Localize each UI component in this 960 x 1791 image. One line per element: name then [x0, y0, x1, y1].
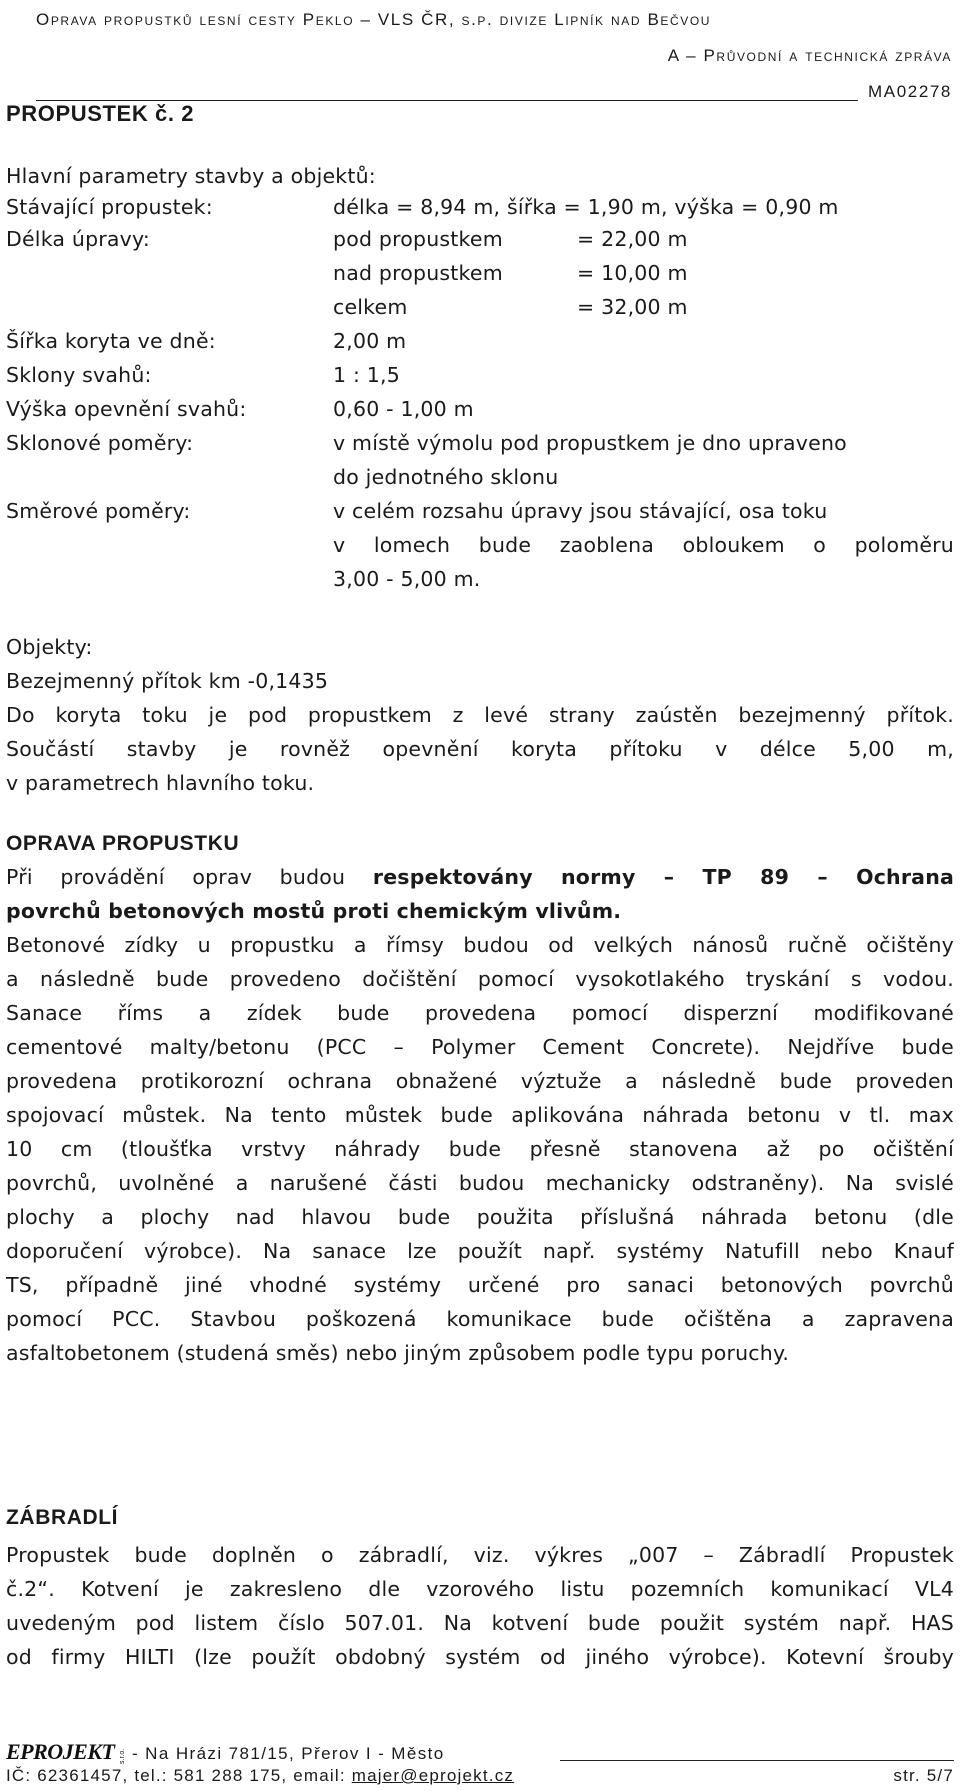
- footer-ico-tel: IČ: 62361457, tel.: 581 288 175, email:: [6, 1766, 346, 1785]
- param-label: Šířka koryta ve dně:: [6, 329, 216, 353]
- footer-page-number: str. 5/7: [893, 1766, 954, 1785]
- section-title: PROPUSTEK č. 2: [6, 101, 195, 126]
- param-sub-label: nad propustkem: [333, 261, 503, 285]
- param-value: 2,00 m: [333, 329, 407, 353]
- paragraph-line-bold: povrchů betonových mostů proti chemickým vlivům.: [6, 899, 622, 923]
- footer-rule: [560, 1760, 954, 1761]
- paragraph-line: Betonové zídky u propustku a římsy budou od velkých nánosů ručně očištěny: [6, 933, 954, 957]
- param-value: délka = 8,94 m, šířka = 1,90 m, výška = 0,90 m: [333, 195, 839, 219]
- footer-email-link[interactable]: majer@eprojekt.cz: [351, 1766, 515, 1785]
- param-sub-label: pod propustkem: [333, 227, 503, 251]
- paragraph-line: doporučení výrobce). Na sanace lze použít např. systémy Natufill nebo Knauf: [6, 1239, 954, 1263]
- paragraph-line: TS, případně jiné vhodné systémy určené pro sanaci betonových povrchů: [6, 1273, 954, 1297]
- footer-contact: [6, 1766, 514, 1786]
- param-sub-label: celkem: [333, 295, 408, 319]
- objekty-paragraph: [6, 698, 954, 800]
- oprava-heading: OPRAVA PROPUSTKU: [6, 832, 240, 855]
- text-normal: Při provádění oprav budou: [6, 865, 346, 889]
- paragraph-line: uvedeným pod listem číslo 507.01. Na kotvení bude použit systém např. HAS: [6, 1611, 954, 1635]
- paragraph-line-mixed: [6, 860, 954, 894]
- paragraph-line: od firmy HILTI (lze použít obdobný systém od jiného výrobce). Kotevní šrouby: [6, 1645, 954, 1669]
- paragraph-line: provedena protikorozní ochrana obnažené výztuže a následně bude proveden: [6, 1069, 954, 1093]
- param-value: = 22,00 m: [577, 227, 688, 251]
- param-label: Sklony svahů:: [6, 363, 152, 387]
- paragraph-line: plochy a plochy nad hlavou bude použita příslušná náhrada betonu (dle: [6, 1205, 954, 1229]
- footer-address: - Na Hrázi 781/15, Přerov I - Město: [132, 1744, 445, 1763]
- param-value: v celém rozsahu úpravy jsou stávající, osa toku: [333, 499, 828, 523]
- paragraph-line: Sanace říms a zídek bude provedena pomocí disperzní modifikované: [6, 1001, 954, 1025]
- paragraph-line: spojovací můstek. Na tento můstek bude aplikována náhrada betonu v tl. max: [6, 1103, 954, 1127]
- paragraph-line: asfaltobetonem (studená směs) nebo jiným způsobem podle typu poruchy.: [6, 1341, 790, 1365]
- param-value: 0,60 - 1,00 m: [333, 397, 474, 421]
- param-value: = 10,00 m: [577, 261, 688, 285]
- paragraph-line: v parametrech hlavního toku.: [6, 771, 315, 795]
- header-code: MA02278: [868, 82, 952, 101]
- param-value: do jednotného sklonu: [333, 465, 559, 489]
- param-value: = 32,00 m: [577, 295, 688, 319]
- text-bold: respektovány normy – TP 89 – Ochrana: [372, 865, 954, 889]
- paragraph-line: a následně bude provedeno dočištění pomocí vysokotlakého tryskání s vodou.: [6, 967, 954, 991]
- paragraph-line: pomocí PCC. Stavbou poškozená komunikace bude očištěna a zapravena: [6, 1307, 954, 1331]
- header-document-title: A – Průvodní a technická zpráva: [667, 46, 952, 65]
- logo-suffix: s.r.o.: [119, 1748, 126, 1764]
- logo-text: EPROJEKT: [6, 1739, 115, 1764]
- objekty-subheading: Bezejmenný přítok km -0,1435: [6, 669, 329, 693]
- page-header: [36, 2, 952, 110]
- param-label: Sklonové poměry:: [6, 431, 194, 455]
- param-value: 3,00 - 5,00 m.: [333, 567, 481, 591]
- paragraph-line: povrchů, uvolněné a narušené části budou mechanicky odstraněny). Na svislé: [6, 1171, 954, 1195]
- paragraph-line: Součástí stavby je rovněž opevnění koryta přítoku v délce 5,00 m,: [6, 737, 954, 761]
- header-project-title: Oprava propustků lesní cesty Peklo – VLS ČR, s.p. divize Lipník nad Bečvou: [36, 10, 712, 29]
- params-heading: Hlavní parametry stavby a objektů:: [6, 164, 376, 188]
- param-label: Směrové poměry:: [6, 499, 191, 523]
- objekty-heading: Objekty:: [6, 635, 93, 659]
- paragraph-line: č.2“. Kotvení je zakresleno dle vzorového listu pozemních komunikací VL4: [6, 1577, 954, 1601]
- param-label: Délka úpravy:: [6, 227, 150, 251]
- oprava-paragraph: [6, 860, 954, 1370]
- paragraph-line: Propustek bude doplněn o zábradlí, viz. výkres „007 – Zábradlí Propustek: [6, 1543, 954, 1567]
- param-value: 1 : 1,5: [333, 363, 400, 387]
- zabradli-paragraph: [6, 1538, 954, 1674]
- paragraph-line: Do koryta toku je pod propustkem z levé strany zaústěn bezejmenný přítok.: [6, 703, 954, 727]
- param-value: v místě výmolu pod propustkem je dno upraveno: [333, 431, 847, 455]
- paragraph-line: 10 cm (tloušťka vrstvy náhrady bude přesně stanovena až po očištění: [6, 1137, 954, 1161]
- zabradli-heading: ZÁBRADLÍ: [6, 1506, 119, 1529]
- footer-contact-line: [6, 1766, 954, 1786]
- param-label: Výška opevnění svahů:: [6, 397, 247, 421]
- param-value: v lomech bude zaoblena obloukem o poloměru: [333, 533, 954, 557]
- paragraph-line: cementové malty/betonu (PCC – Polymer Cement Concrete). Nejdříve bude: [6, 1035, 954, 1059]
- param-label: Stávající propustek:: [6, 195, 213, 219]
- company-logo: [6, 1738, 130, 1766]
- param-value-justified: [333, 528, 954, 562]
